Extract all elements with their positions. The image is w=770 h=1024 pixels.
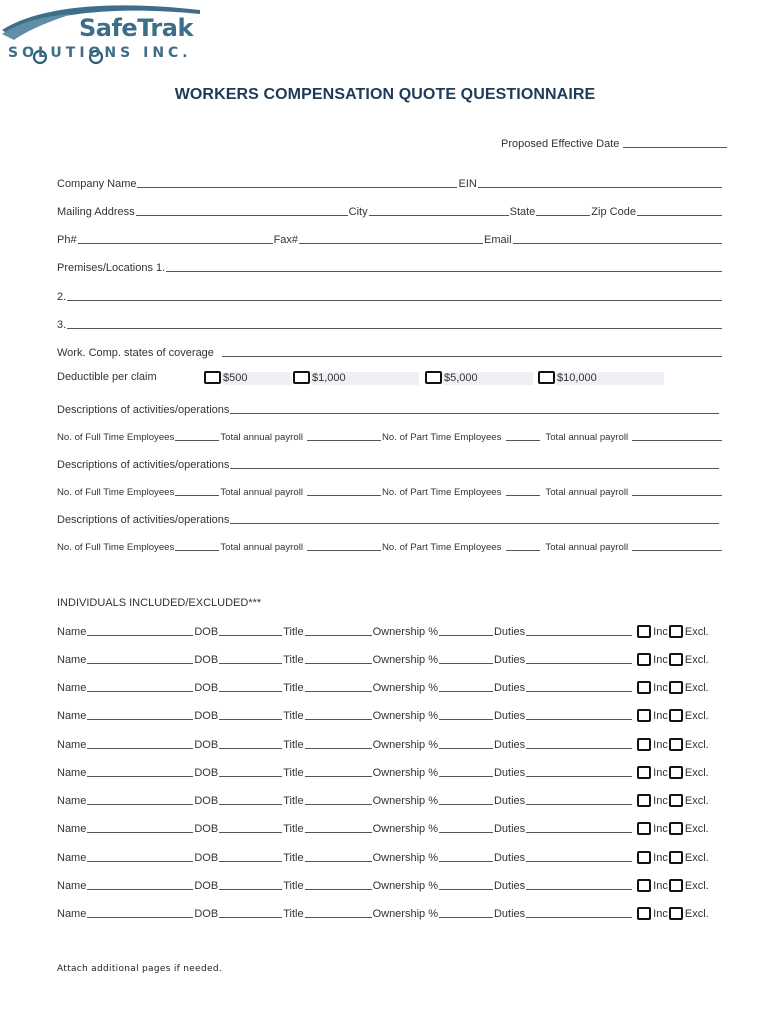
company-row xyxy=(57,174,723,190)
ownership-field[interactable] xyxy=(439,880,493,890)
full-time-field[interactable] xyxy=(175,486,219,496)
premises-label-3: 3. xyxy=(57,319,67,331)
dob-field[interactable] xyxy=(219,626,282,636)
deductible-option-1000[interactable] xyxy=(293,371,346,384)
ownership-field[interactable] xyxy=(439,767,493,777)
premises-field-1[interactable] xyxy=(166,262,722,272)
ownership-field[interactable] xyxy=(439,682,493,692)
title-field[interactable] xyxy=(305,626,372,636)
duties-field[interactable] xyxy=(526,710,632,720)
ownership-label: Ownership % xyxy=(372,795,438,807)
duties-label: Duties xyxy=(493,767,526,779)
ownership-label: Ownership % xyxy=(372,880,438,892)
premises-field-3[interactable] xyxy=(67,319,722,329)
exclude-checkbox-icon[interactable] xyxy=(669,794,683,807)
exclude-label: Excl. xyxy=(684,907,709,920)
individual-row xyxy=(57,904,723,920)
company-name-label: Company Name xyxy=(57,178,137,190)
name-label: Name xyxy=(57,654,87,666)
include-checkbox-icon[interactable] xyxy=(637,794,651,807)
include-checkbox-icon[interactable] xyxy=(637,907,651,920)
exclude-checkbox-icon[interactable] xyxy=(669,907,683,920)
payroll-field[interactable] xyxy=(307,541,381,551)
coverage-states-field[interactable] xyxy=(222,347,722,357)
individual-row xyxy=(57,763,723,779)
deductible-option-500[interactable] xyxy=(204,371,247,384)
full-time-label: No. of Full Time Employees xyxy=(57,542,175,553)
title-label: Title xyxy=(283,908,304,920)
dob-field[interactable] xyxy=(219,654,282,664)
title-label: Title xyxy=(283,739,304,751)
name-label: Name xyxy=(57,823,87,835)
individual-row xyxy=(57,876,723,892)
title-label: Title xyxy=(283,710,304,722)
logo-brand-name: SafeTrak xyxy=(79,14,193,42)
payroll-label-2: Total annual payroll xyxy=(545,542,629,553)
dob-field[interactable] xyxy=(219,767,282,777)
title-field[interactable] xyxy=(305,852,372,862)
name-field[interactable] xyxy=(87,654,193,664)
payroll-label-2: Total annual payroll xyxy=(545,487,629,498)
premises-label-2: 2. xyxy=(57,291,67,303)
include-exclude-group xyxy=(637,851,710,864)
payroll-field[interactable] xyxy=(307,486,381,496)
activities-desc-row-2 xyxy=(57,455,723,471)
deductible-option-label: $5,000 xyxy=(444,371,478,384)
exclude-label: Excl. xyxy=(684,766,709,779)
title-field[interactable] xyxy=(305,682,372,692)
dob-label: DOB xyxy=(194,739,219,751)
activities-desc-field[interactable] xyxy=(230,404,719,414)
checkbox-icon[interactable] xyxy=(293,371,310,384)
exclude-label: Excl. xyxy=(684,851,709,864)
include-exclude-group xyxy=(637,653,710,666)
title-label: Title xyxy=(283,880,304,892)
exclude-label: Excl. xyxy=(684,653,709,666)
dob-field[interactable] xyxy=(219,852,282,862)
premises-field-2[interactable] xyxy=(67,291,722,301)
include-checkbox-icon[interactable] xyxy=(637,738,651,751)
include-exclude-group xyxy=(637,822,710,835)
effective-date-label: Proposed Effective Date xyxy=(501,138,620,150)
name-label: Name xyxy=(57,908,87,920)
exclude-checkbox-icon[interactable] xyxy=(669,766,683,779)
ownership-field[interactable] xyxy=(439,626,493,636)
exclude-label: Excl. xyxy=(684,625,709,638)
duties-field[interactable] xyxy=(526,880,632,890)
ein-label: EIN xyxy=(458,178,477,190)
duties-label: Duties xyxy=(493,795,526,807)
duties-field[interactable] xyxy=(526,767,632,777)
duties-field[interactable] xyxy=(526,852,632,862)
exclude-checkbox-icon[interactable] xyxy=(669,822,683,835)
deductible-option-label: $1,000 xyxy=(312,371,346,384)
individual-row xyxy=(57,848,723,864)
dob-label: DOB xyxy=(194,682,219,694)
individual-row xyxy=(57,735,723,751)
include-checkbox-icon[interactable] xyxy=(637,625,651,638)
dob-label: DOB xyxy=(194,767,219,779)
zip-code-field[interactable] xyxy=(637,206,722,216)
city-label: City xyxy=(348,206,368,218)
ownership-label: Ownership % xyxy=(372,654,438,666)
state-field[interactable] xyxy=(536,206,590,216)
dob-field[interactable] xyxy=(219,908,282,918)
title-field[interactable] xyxy=(305,654,372,664)
mailing-address-label: Mailing Address xyxy=(57,206,135,218)
activities-desc-row-1 xyxy=(57,400,723,416)
checkbox-icon[interactable] xyxy=(204,371,221,384)
duties-label: Duties xyxy=(493,654,526,666)
dob-field[interactable] xyxy=(219,880,282,890)
name-field[interactable] xyxy=(87,823,193,833)
name-label: Name xyxy=(57,626,87,638)
full-time-field[interactable] xyxy=(175,431,219,441)
name-field[interactable] xyxy=(87,795,193,805)
footer-note: Attach additional pages if needed. xyxy=(57,964,223,974)
ownership-label: Ownership % xyxy=(372,852,438,864)
title-field[interactable] xyxy=(305,767,372,777)
include-exclude-group xyxy=(637,794,710,807)
duties-label: Duties xyxy=(493,908,526,920)
include-exclude-group xyxy=(637,709,710,722)
individual-row xyxy=(57,819,723,835)
include-checkbox-icon[interactable] xyxy=(637,681,651,694)
checkbox-icon[interactable] xyxy=(425,371,442,384)
include-exclude-group xyxy=(637,766,710,779)
coverage-states-row xyxy=(57,343,723,359)
name-label: Name xyxy=(57,852,87,864)
title-label: Title xyxy=(283,795,304,807)
include-exclude-group xyxy=(637,625,710,638)
part-time-label: No. of Part Time Employees xyxy=(381,487,502,498)
duties-label: Duties xyxy=(493,710,526,722)
include-checkbox-icon[interactable] xyxy=(637,766,651,779)
name-field[interactable] xyxy=(87,908,193,918)
duties-label: Duties xyxy=(493,823,526,835)
exclude-checkbox-icon[interactable] xyxy=(669,879,683,892)
dob-field[interactable] xyxy=(219,682,282,692)
ownership-label: Ownership % xyxy=(372,682,438,694)
dob-label: DOB xyxy=(194,710,219,722)
exclude-label: Excl. xyxy=(684,794,709,807)
duties-field[interactable] xyxy=(526,908,632,918)
logo-brand-subtitle: SOLUTIONS INC. xyxy=(8,45,192,61)
duties-label: Duties xyxy=(493,626,526,638)
payroll-field[interactable] xyxy=(307,431,381,441)
include-checkbox-icon[interactable] xyxy=(637,709,651,722)
full-time-field[interactable] xyxy=(175,541,219,551)
name-label: Name xyxy=(57,795,87,807)
include-label: Inc xyxy=(653,766,668,779)
dob-label: DOB xyxy=(194,880,219,892)
part-time-label: No. of Part Time Employees xyxy=(381,432,502,443)
page-title: WORKERS COMPENSATION QUOTE QUESTIONNAIRE xyxy=(174,86,596,103)
payroll-label-2: Total annual payroll xyxy=(545,432,629,443)
activities-desc-field[interactable] xyxy=(230,514,719,524)
deductible-option-5000[interactable] xyxy=(425,371,478,384)
deductible-label: Deductible per claim xyxy=(57,371,157,383)
ownership-field[interactable] xyxy=(439,795,493,805)
contact-row xyxy=(57,230,723,246)
individuals-heading: INDIVIDUALS INCLUDED/EXCLUDED*** xyxy=(57,597,262,609)
exclude-checkbox-icon[interactable] xyxy=(669,738,683,751)
phone-field[interactable] xyxy=(78,234,273,244)
full-time-label: No. of Full Time Employees xyxy=(57,432,175,443)
title-label: Title xyxy=(283,823,304,835)
include-label: Inc xyxy=(653,625,668,638)
state-label: State xyxy=(509,206,536,218)
title-field[interactable] xyxy=(305,823,372,833)
individual-row xyxy=(57,678,723,694)
activities-desc-row-3 xyxy=(57,510,723,526)
name-field[interactable] xyxy=(87,852,193,862)
name-field[interactable] xyxy=(87,626,193,636)
title-label: Title xyxy=(283,626,304,638)
include-label: Inc xyxy=(653,907,668,920)
include-checkbox-icon[interactable] xyxy=(637,822,651,835)
ownership-field[interactable] xyxy=(439,908,493,918)
zip-code-label: Zip Code xyxy=(591,206,636,218)
city-field[interactable] xyxy=(369,206,509,216)
include-label: Inc xyxy=(653,822,668,835)
phone-label: Ph# xyxy=(57,234,77,246)
dob-field[interactable] xyxy=(219,795,282,805)
coverage-states-label: Work. Comp. states of coverage xyxy=(57,347,214,359)
duties-field[interactable] xyxy=(526,739,632,749)
email-label: Email xyxy=(484,234,512,246)
exclude-label: Excl. xyxy=(684,709,709,722)
dob-field[interactable] xyxy=(219,710,282,720)
title-field[interactable] xyxy=(305,739,372,749)
exclude-label: Excl. xyxy=(684,822,709,835)
individual-row xyxy=(57,791,723,807)
dob-label: DOB xyxy=(194,654,219,666)
part-time-field[interactable] xyxy=(506,431,540,441)
include-label: Inc xyxy=(653,709,668,722)
deductible-option-label: $500 xyxy=(223,371,248,384)
effective-date-row xyxy=(501,136,728,150)
include-label: Inc xyxy=(653,794,668,807)
employees-row-3 xyxy=(57,537,723,553)
full-time-label: No. of Full Time Employees xyxy=(57,487,175,498)
deductible-option-label: $10,000 xyxy=(557,371,597,384)
address-row xyxy=(57,202,723,218)
include-exclude-group xyxy=(637,907,710,920)
name-field[interactable] xyxy=(87,880,193,890)
name-label: Name xyxy=(57,767,87,779)
ownership-label: Ownership % xyxy=(372,739,438,751)
duties-label: Duties xyxy=(493,880,526,892)
ownership-field[interactable] xyxy=(439,710,493,720)
payroll-field-2[interactable] xyxy=(632,486,722,496)
premises-row-3 xyxy=(57,315,723,331)
payroll-field-2[interactable] xyxy=(632,431,722,441)
include-label: Inc xyxy=(653,653,668,666)
activities-desc-label: Descriptions of activities/operations xyxy=(57,404,230,416)
individual-row xyxy=(57,622,723,638)
include-label: Inc xyxy=(653,681,668,694)
activities-desc-label: Descriptions of activities/operations xyxy=(57,459,230,471)
duties-field[interactable] xyxy=(526,682,632,692)
part-time-field[interactable] xyxy=(506,541,540,551)
premises-label-1: Premises/Locations 1. xyxy=(57,262,166,274)
duties-label: Duties xyxy=(493,682,526,694)
company-name-field[interactable] xyxy=(137,178,457,188)
ownership-label: Ownership % xyxy=(372,767,438,779)
include-label: Inc xyxy=(653,851,668,864)
ein-field[interactable] xyxy=(478,178,722,188)
name-field[interactable] xyxy=(87,710,193,720)
title-label: Title xyxy=(283,682,304,694)
duties-label: Duties xyxy=(493,852,526,864)
dob-label: DOB xyxy=(194,795,219,807)
duties-field[interactable] xyxy=(526,654,632,664)
name-field[interactable] xyxy=(87,767,193,777)
ownership-label: Ownership % xyxy=(372,908,438,920)
dob-field[interactable] xyxy=(219,823,282,833)
email-field[interactable] xyxy=(513,234,722,244)
title-field[interactable] xyxy=(305,880,372,890)
include-exclude-group xyxy=(637,879,710,892)
exclude-checkbox-icon[interactable] xyxy=(669,625,683,638)
payroll-label: Total annual payroll xyxy=(220,542,303,553)
employees-row-1 xyxy=(57,427,723,443)
duties-field[interactable] xyxy=(526,626,632,636)
ownership-field[interactable] xyxy=(439,823,493,833)
name-field[interactable] xyxy=(87,739,193,749)
title-label: Title xyxy=(283,654,304,666)
exclude-checkbox-icon[interactable] xyxy=(669,653,683,666)
checkbox-icon[interactable] xyxy=(538,371,555,384)
dob-label: DOB xyxy=(194,852,219,864)
title-label: Title xyxy=(283,767,304,779)
exclude-checkbox-icon[interactable] xyxy=(669,851,683,864)
title-field[interactable] xyxy=(305,908,372,918)
dob-label: DOB xyxy=(194,626,219,638)
part-time-field[interactable] xyxy=(506,486,540,496)
ownership-label: Ownership % xyxy=(372,823,438,835)
individual-row xyxy=(57,706,723,722)
duties-field[interactable] xyxy=(526,795,632,805)
include-label: Inc xyxy=(653,879,668,892)
premises-row-2 xyxy=(57,287,723,303)
ownership-label: Ownership % xyxy=(372,710,438,722)
payroll-field-2[interactable] xyxy=(632,541,722,551)
fax-label: Fax# xyxy=(273,234,299,246)
effective-date-field[interactable] xyxy=(623,138,727,148)
title-label: Title xyxy=(283,852,304,864)
ownership-field[interactable] xyxy=(439,852,493,862)
exclude-label: Excl. xyxy=(684,879,709,892)
activities-desc-label: Descriptions of activities/operations xyxy=(57,514,230,526)
dob-label: DOB xyxy=(194,908,219,920)
include-label: Inc xyxy=(653,738,668,751)
premises-row-1 xyxy=(57,258,723,274)
deductible-option-10000[interactable] xyxy=(538,371,597,384)
name-label: Name xyxy=(57,880,87,892)
name-label: Name xyxy=(57,739,87,751)
exclude-checkbox-icon[interactable] xyxy=(669,681,683,694)
fax-field[interactable] xyxy=(299,234,483,244)
part-time-label: No. of Part Time Employees xyxy=(381,542,502,553)
dob-label: DOB xyxy=(194,823,219,835)
ownership-field[interactable] xyxy=(439,654,493,664)
ownership-label: Ownership % xyxy=(372,626,438,638)
include-checkbox-icon[interactable] xyxy=(637,879,651,892)
activities-desc-field[interactable] xyxy=(230,459,719,469)
title-field[interactable] xyxy=(305,710,372,720)
duties-field[interactable] xyxy=(526,823,632,833)
name-label: Name xyxy=(57,710,87,722)
exclude-checkbox-icon[interactable] xyxy=(669,709,683,722)
include-exclude-group xyxy=(637,681,710,694)
individual-row xyxy=(57,650,723,666)
include-checkbox-icon[interactable] xyxy=(637,653,651,666)
name-label: Name xyxy=(57,682,87,694)
employees-row-2 xyxy=(57,482,723,498)
include-checkbox-icon[interactable] xyxy=(637,851,651,864)
individuals-heading-row xyxy=(57,593,723,609)
payroll-label: Total annual payroll xyxy=(220,487,303,498)
exclude-label: Excl. xyxy=(684,738,709,751)
dob-field[interactable] xyxy=(219,739,282,749)
exclude-label: Excl. xyxy=(684,681,709,694)
payroll-label: Total annual payroll xyxy=(220,432,303,443)
duties-label: Duties xyxy=(493,739,526,751)
title-field[interactable] xyxy=(305,795,372,805)
include-exclude-group xyxy=(637,738,710,751)
name-field[interactable] xyxy=(87,682,193,692)
ownership-field[interactable] xyxy=(439,739,493,749)
mailing-address-field[interactable] xyxy=(136,206,348,216)
